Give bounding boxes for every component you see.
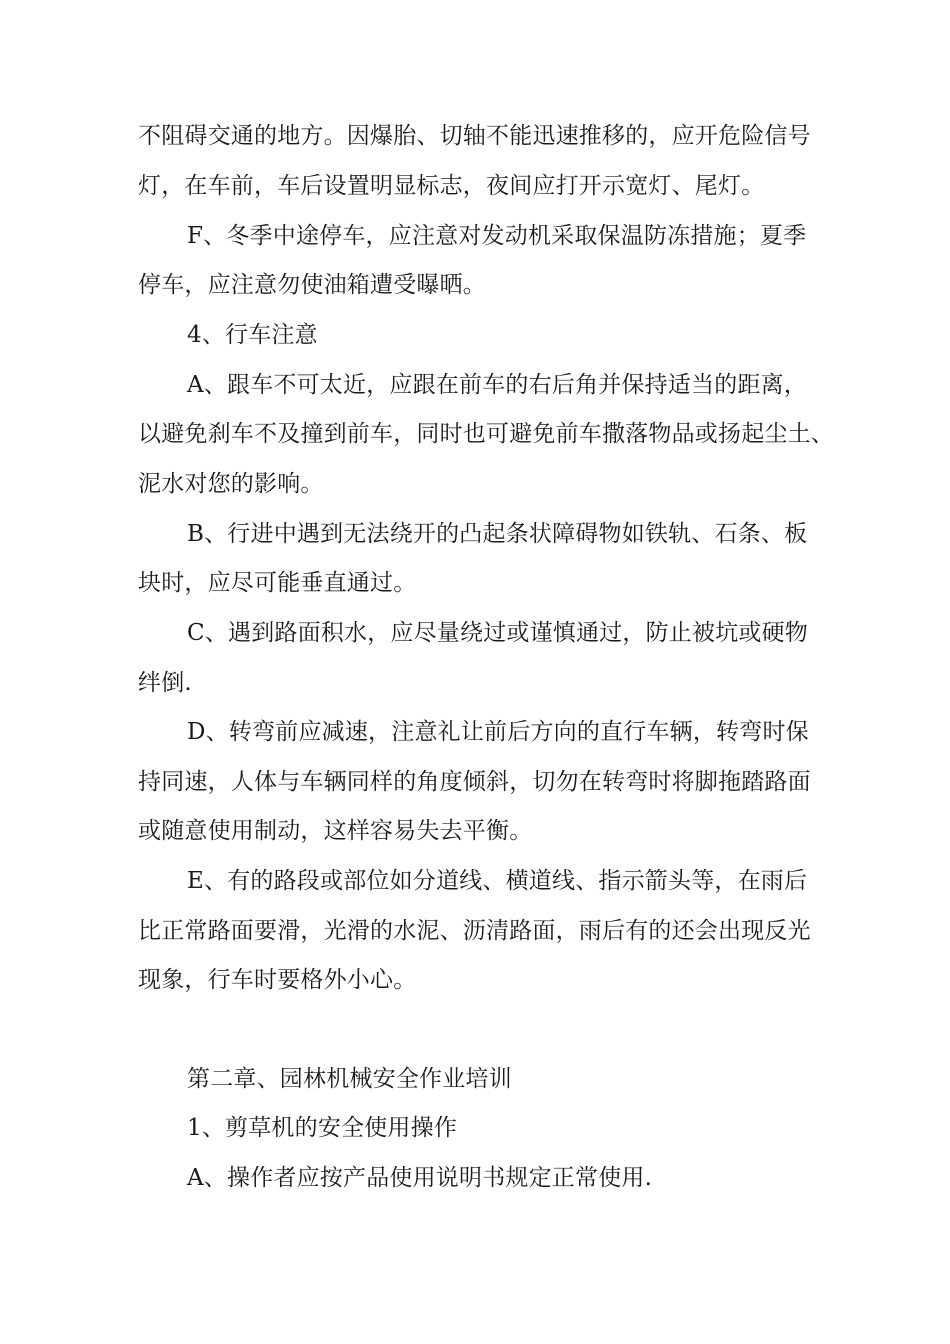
paragraph-line: C、遇到路面积水，应尽量绕过或谨慎通过，防止被坑或硬物 [187,620,808,646]
paragraph-line: 比正常路面要滑，光滑的水泥、沥清路面，雨后有的还会出现反光 [138,918,811,944]
paragraph-line: 现象，行车时要格外小心。 [138,967,417,993]
paragraph-line: 或随意使用制动，这样容易失去平衡。 [138,818,533,844]
paragraph-line: 灯，在车前，车后设置明显标志，夜间应打开示宽灯、尾灯。 [138,173,765,199]
paragraph-line: 持同速，人体与车辆同样的角度倾斜，切勿在转弯时将脚拖踏路面 [138,769,811,795]
paragraph-line: B、行进中遇到无法绕开的凸起条状障碍物如铁轨、石条、板 [187,521,808,547]
chapter-heading: 第二章、园林机械安全作业培训 [187,1066,512,1092]
paragraph-line: 泥水对您的影响。 [138,471,324,497]
section-heading: 1、剪草机的安全使用操作 [187,1115,458,1141]
paragraph-line: A、跟车不可太近，应跟在前车的右后角并保持适当的距离， [187,372,808,398]
paragraph-line: 以避免刹车不及撞到前车，同时也可避免前车撒落物品或扬起尘土、 [138,421,834,447]
paragraph-line: D、转弯前应减速，注意礼让前后方向的直行车辆，转弯时保 [187,719,809,745]
paragraph-line: 绊倒. [138,670,192,696]
paragraph-line: 块时，应尽可能垂直通过。 [138,570,417,596]
paragraph-line: F、冬季中途停车，应注意对发动机采取保温防冻措施；夏季 [187,223,807,249]
paragraph-line: E、有的路段或部位如分道线、横道线、指示箭头等，在雨后 [187,868,808,894]
section-heading: 4、行车注意 [187,322,318,348]
paragraph-line: A、操作者应按产品使用说明书规定正常使用. [187,1165,653,1191]
paragraph-line: 停车，应注意勿使油箱遭受曝晒。 [138,272,486,298]
paragraph-line: 不阻碍交通的地方。因爆胎、切轴不能迅速推移的，应开危险信号 [138,123,811,149]
